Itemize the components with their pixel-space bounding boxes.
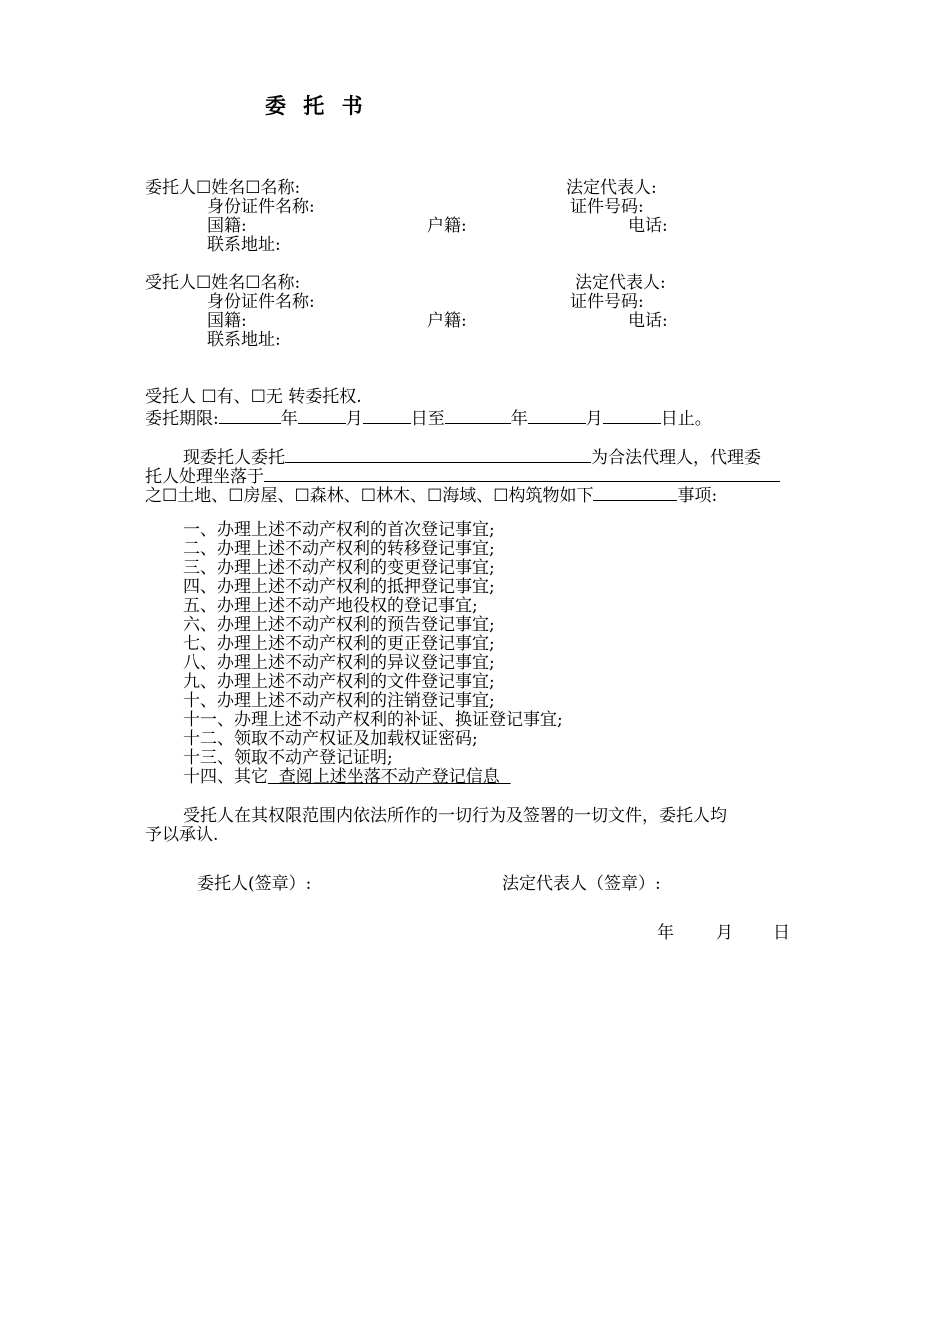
authorization-p2-start: 托人处理坐落于 [145, 467, 264, 487]
list-item: 一、办理上述不动产权利的首次登记事宜; [183, 520, 495, 540]
authorization-p1-end: 为合法代理人，代理委 [591, 448, 761, 468]
item14-label: 十四、其它 [183, 767, 268, 787]
term-label: 委托期限: [145, 409, 219, 429]
list-item: 七、办理上述不动产权利的更正登记事宜; [183, 634, 495, 654]
principal-legal-rep-label: 法定代表人: [566, 178, 657, 198]
term-year2-unit: 年 [510, 409, 528, 429]
agent-name-label: 受托人☐姓名☐名称: [145, 273, 301, 293]
list-item: 十、办理上述不动产权利的注销登记事宜; [183, 691, 495, 711]
acknowledgement-line-1: 受托人在其权限范围内依法所作的一切行为及签署的一切文件，委托人均 [183, 806, 727, 826]
term-year-unit: 年 [280, 409, 298, 429]
authorization-p1-start: 现委托人委托 [183, 448, 285, 468]
term-day-end: 日止。 [660, 409, 712, 429]
list-item: 十一、办理上述不动产权利的补证、换证登记事宜; [183, 710, 563, 730]
document-title: 委 托 书 [265, 94, 368, 118]
date-month-label: 月 [716, 923, 733, 943]
list-item: 二、办理上述不动产权利的转移登记事宜; [183, 539, 495, 559]
agent-phone-label: 电话: [628, 311, 668, 331]
agent-legal-rep-label: 法定代表人: [575, 273, 666, 293]
subdelegation-line: 受托人 ☐有、☐无 转委托权. [145, 387, 362, 407]
principal-nationality-label: 国籍: [207, 216, 247, 236]
list-item: 十二、领取不动产权证及加载权证密码; [183, 729, 478, 749]
legal-rep-signature-label: 法定代表人（签章）: [502, 874, 661, 894]
list-item: 四、办理上述不动产权利的抵押登记事宜; [183, 577, 495, 597]
date-day-label: 日 [773, 923, 790, 943]
term-month2-unit: 月 [585, 409, 603, 429]
date-year-label: 年 [657, 923, 674, 943]
term-end-month-blank[interactable] [528, 406, 586, 424]
term-day-to: 日至 [410, 409, 445, 429]
agent-id-name-label: 身份证件名称: [207, 292, 315, 312]
list-item: 三、办理上述不动产权利的变更登记事宜; [183, 558, 495, 578]
item14-value[interactable]: 查阅上述坐落不动产登记信息 [268, 767, 511, 787]
agent-id-number-label: 证件号码: [570, 292, 644, 312]
term-line [145, 406, 712, 429]
principal-phone-label: 电话: [628, 216, 668, 236]
agent-household-label: 户籍: [427, 311, 467, 331]
principal-signature-label: 委托人(签章）: [197, 874, 312, 894]
authorization-p3-start: 之☐土地、☐房屋、☐森林、☐林木、☐海域、☐构筑物如下 [145, 486, 594, 506]
matters-blank[interactable] [593, 483, 677, 501]
principal-id-number-label: 证件号码: [570, 197, 644, 217]
authorization-line-3 [145, 483, 717, 506]
list-item: 八、办理上述不动产权利的异议登记事宜; [183, 653, 495, 673]
list-item: 十三、领取不动产登记证明; [183, 748, 393, 768]
agent-name-blank[interactable] [285, 445, 591, 463]
property-location-blank[interactable] [264, 464, 780, 482]
term-month-unit: 月 [345, 409, 363, 429]
acknowledgement-line-2: 予以承认. [145, 825, 219, 845]
term-start-day-blank[interactable] [363, 406, 411, 424]
principal-name-label: 委托人☐姓名☐名称: [145, 178, 301, 198]
term-start-month-blank[interactable] [298, 406, 346, 424]
agent-address-label: 联系地址: [207, 330, 281, 350]
list-item: 五、办理上述不动产地役权的登记事宜; [183, 596, 478, 616]
term-end-day-blank[interactable] [603, 406, 661, 424]
agent-nationality-label: 国籍: [207, 311, 247, 331]
authorization-p3-end: 事项: [677, 486, 718, 506]
principal-id-name-label: 身份证件名称: [207, 197, 315, 217]
principal-household-label: 户籍: [427, 216, 467, 236]
principal-address-label: 联系地址: [207, 235, 281, 255]
term-start-year-blank[interactable] [219, 406, 281, 424]
list-item: 九、办理上述不动产权利的文件登记事宜; [183, 672, 495, 692]
term-end-year-blank[interactable] [445, 406, 511, 424]
list-item-other [183, 767, 511, 787]
list-item: 六、办理上述不动产权利的预告登记事宜; [183, 615, 495, 635]
